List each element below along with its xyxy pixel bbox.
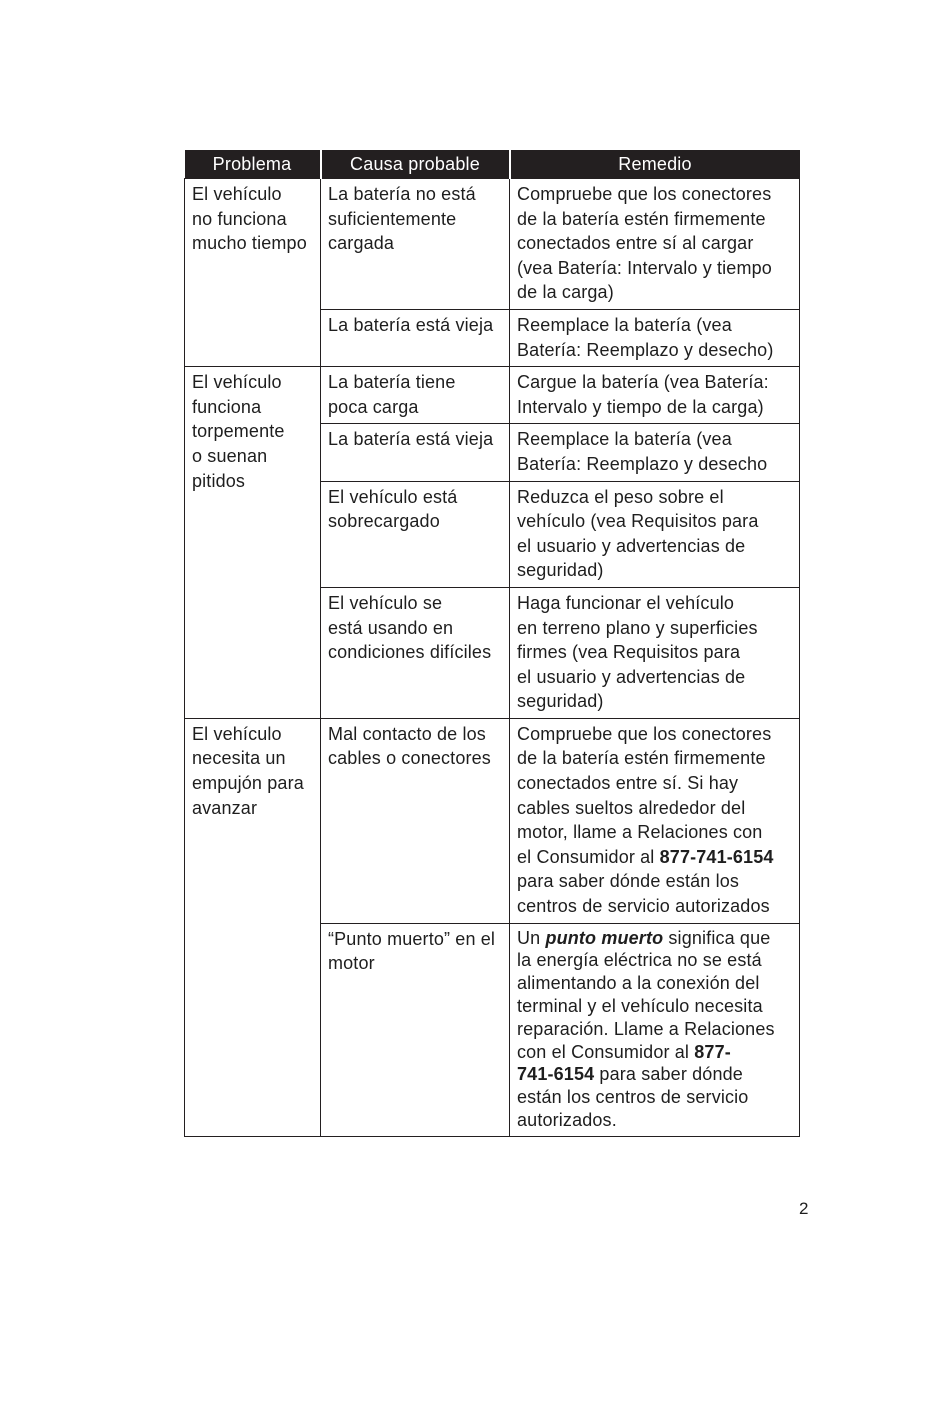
problem-cell	[185, 179, 321, 367]
problem-text: El vehículo funciona torpemente o suenan pitidos	[192, 372, 285, 491]
remedy-cell	[510, 179, 800, 310]
remedy-cell	[510, 481, 800, 587]
remedy-cell	[510, 718, 800, 923]
phone-number: 877-741-6154	[659, 846, 774, 867]
cause-text: La batería está vieja	[328, 429, 494, 450]
cause-text: La batería no está suficientemente cargada	[328, 184, 476, 254]
header-remedy: Remedio	[510, 150, 800, 179]
remedy-cell	[510, 309, 800, 366]
table-header-row	[185, 150, 800, 179]
remedy-text-start: Compruebe que los conectores de la batería estén firmemente conectados entre sí. Si hay cables sueltos alrededor del motor, llame a Relaciones con el Consumidor al	[517, 723, 772, 867]
header-problem: Problema	[185, 150, 321, 179]
cause-text: El vehículo está sobrecargado	[328, 486, 458, 532]
cause-cell	[321, 587, 510, 718]
remedy-cell	[510, 367, 800, 424]
cause-cell	[321, 309, 510, 366]
page-number: 2	[799, 1199, 809, 1218]
remedy-text-end: para saber dónde están los centros de servicio autorizados.	[517, 1064, 749, 1130]
problem-text: El vehículo necesita un empujón para avanzar	[192, 723, 304, 818]
cause-cell	[321, 424, 510, 481]
cause-cell	[321, 481, 510, 587]
cause-text: “Punto muerto” en el motor	[328, 928, 496, 974]
remedy-text: Reduzca el peso sobre el vehículo (vea Requisitos para el usuario y advertencias de seguridad)	[517, 486, 759, 581]
cause-text: La batería tiene poca carga	[328, 372, 456, 417]
phone-number-part2: 741-6154	[517, 1064, 595, 1085]
cause-text: La batería está vieja	[328, 314, 494, 335]
cause-cell	[321, 367, 510, 424]
cause-text: Mal contacto de los cables o conectores	[328, 723, 491, 769]
remedy-text: Reemplace la batería (vea Batería: Reemplazo y desecho	[517, 429, 768, 474]
problem-cell	[185, 367, 321, 719]
term-punto-muerto: punto muerto	[545, 927, 664, 948]
phone-number-part1: 877-	[694, 1041, 731, 1062]
remedy-cell	[510, 424, 800, 481]
remedy-text-middle: significa que la energía eléctrica no se está alimentando a la conexión del terminal y el vehículo necesita reparación. Llame a Relaciones con el Consumidor al	[517, 927, 775, 1062]
remedy-text-end: para saber dónde están los centros de servicio autorizados	[517, 871, 770, 917]
table-row	[185, 179, 800, 310]
remedy-text: Haga funcionar el vehículo en terreno plano y superficies firmes (vea Requisitos para el usuario y advertencias de seguridad)	[517, 592, 758, 712]
remedy-text-start: Un	[517, 927, 546, 948]
header-cause: Causa probable	[321, 150, 510, 179]
remedy-cell	[510, 587, 800, 718]
problem-text: El vehículo no funciona mucho tiempo	[192, 184, 307, 254]
cause-cell	[321, 718, 510, 923]
remedy-text: Reemplace la batería (vea Batería: Reemplazo y desecho)	[517, 314, 774, 360]
table-row	[185, 718, 800, 923]
remedy-text: Compruebe que los conectores de la batería estén firmemente conectados entre sí al cargar (vea Batería: Intervalo y tiempo de la carga)	[517, 184, 772, 303]
remedy-cell	[510, 923, 800, 1136]
remedy-text: Cargue la batería (vea Batería: Intervalo y tiempo de la carga)	[517, 372, 769, 417]
table-row	[185, 367, 800, 424]
troubleshooting-table	[184, 150, 800, 1137]
cause-cell	[321, 923, 510, 1136]
cause-cell	[321, 179, 510, 310]
problem-cell	[185, 718, 321, 1136]
cause-text: El vehículo se está usando en condiciones difíciles	[328, 592, 492, 663]
